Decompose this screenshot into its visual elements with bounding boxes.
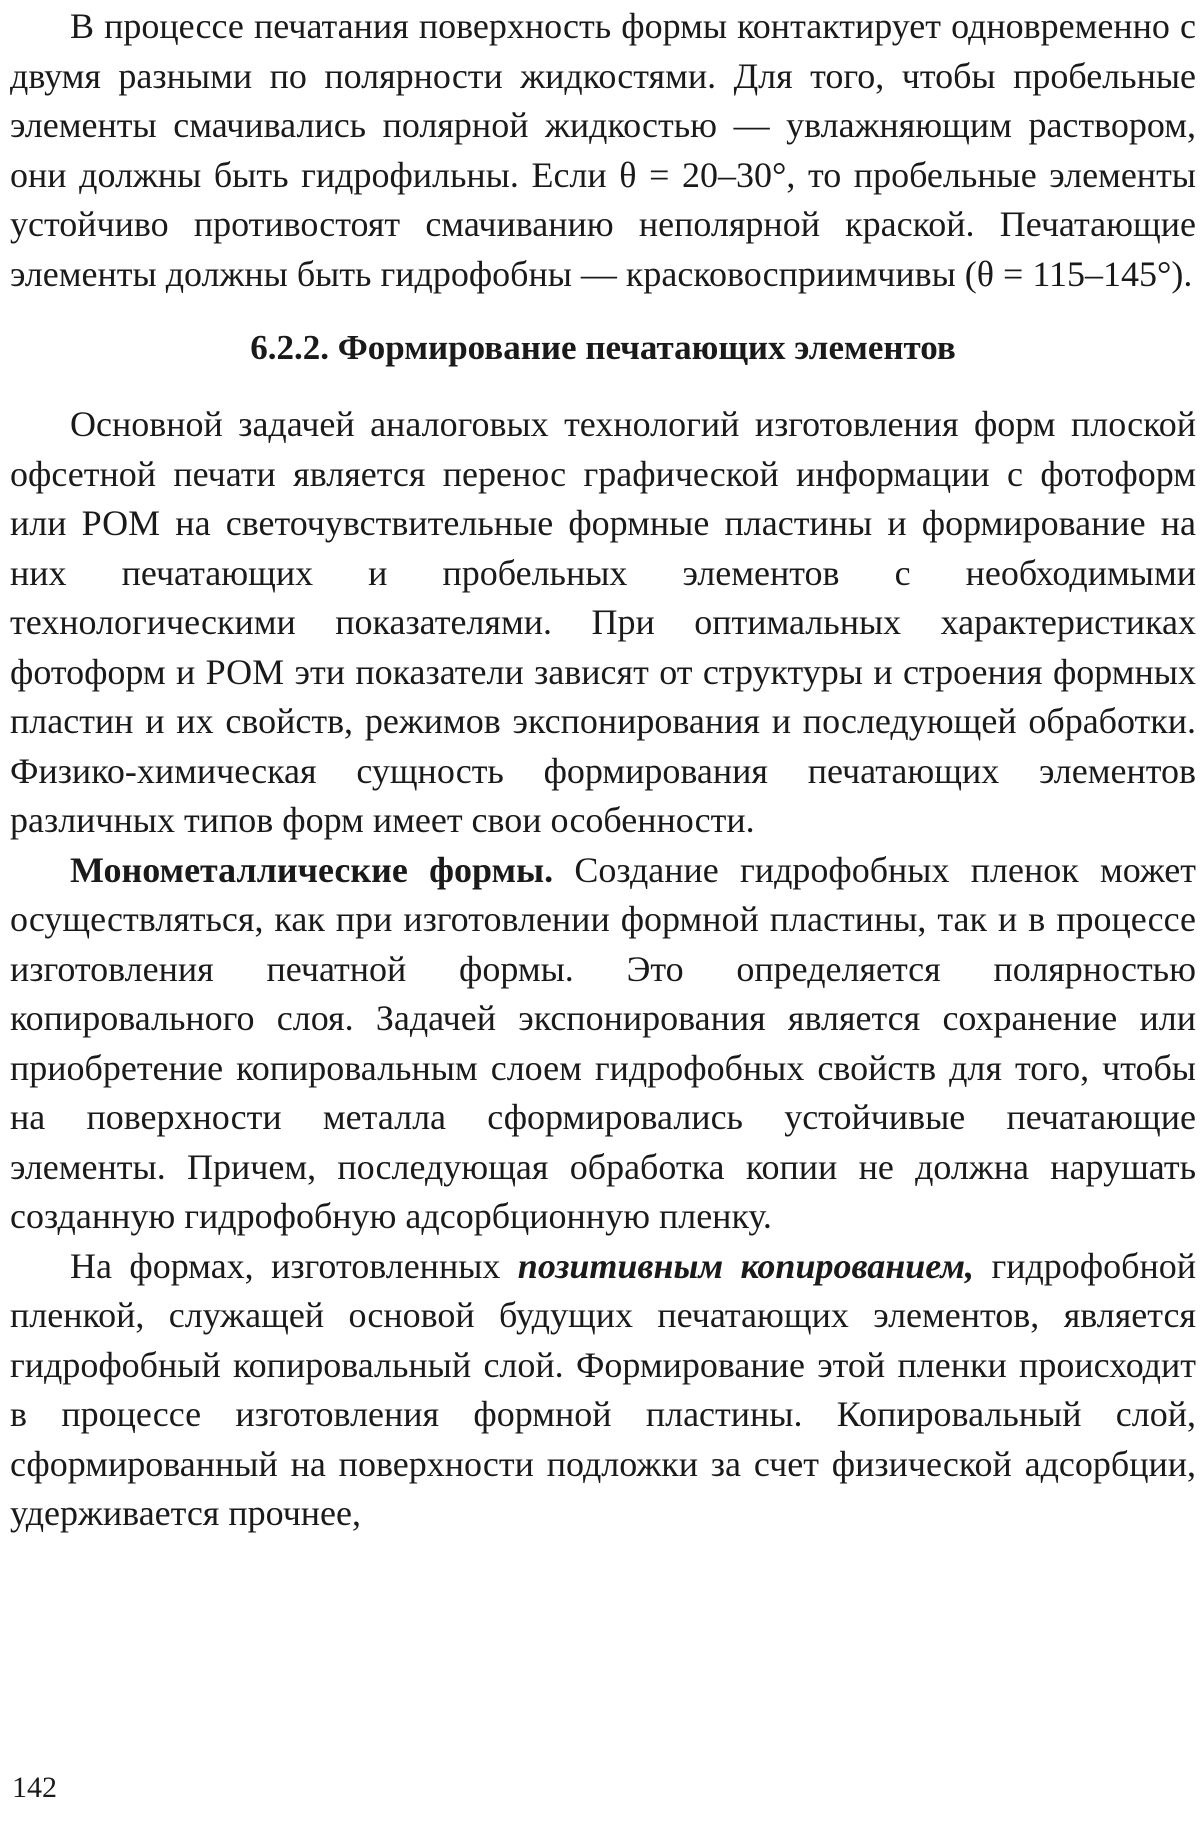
paragraph-monometallic-forms: [10, 846, 1196, 1242]
section-heading: 6.2.2. Формирование печатающих элементов: [250, 328, 956, 367]
paragraph-body-text: Создание гидрофобных пленок может осуществляться, как при изготовлении формной пластины, так и в процессе изготовления печатной формы. Это определяется полярностью копировального слоя. Задачей экспонирования является сохранение или приобретение копировальным слоем гидрофобных свойств для того, чтобы на поверхности металла сформировались устойчивые печатающие элементы. Причем, последующая обработка копии не должна нарушать созданную гидрофобную адсорбционную пленку.: [10, 849, 1196, 1236]
page-number: 142: [12, 1771, 57, 1804]
paragraph-text-after-term: гидрофобной пленкой, служащей основой будущих печатающих элементов, является гидрофобный копировальный слой. Формирование этой пленки происходит в процессе изготовления формной пластины. Копировальный слой, сформированный на поверхности подложки за счет физической адсорбции, удерживается прочнее,: [10, 1245, 1196, 1533]
paragraph-positive-copying: [10, 1242, 1196, 1539]
document-page: [10, 2, 1196, 1539]
emphasized-term: позитивным копированием,: [517, 1245, 975, 1286]
paragraph-contact-polarity: В процессе печатания поверхность формы контактирует одновременно с двумя разными по полярности жидкостями. Для того, чтобы пробельные элементы смачивались полярной жидкостью — увлажняющим раствором, они должны быть гидрофильны. Если θ = 20–30°, то пробельные элементы устойчиво противостоят смачиванию неполярной краской. Печатающие элементы должны быть гидрофобны — красковосприимчивы (θ = 115–145°).: [10, 6, 1196, 294]
paragraph-analog-technologies: Основной задачей аналоговых технологий изготовления форм плоской офсетной печати является перенос графической информации с фотоформ или РОМ на светочувствительные формные пластины и формирование на них печатающих и пробельных элементов с необходимыми технологическими показателями. При оптимальных характеристиках фотоформ и РОМ эти показатели зависят от структуры и строения формных пластин и их свойств, режимов экспонирования и последующей обработки. Физико-химическая сущность формирования печатающих элементов различных типов форм имеет свои особенности.: [10, 404, 1196, 840]
paragraph-text-before-term: На формах, изготовленных: [70, 1245, 518, 1286]
paragraph-lead-term: Монометаллические формы.: [70, 849, 554, 890]
